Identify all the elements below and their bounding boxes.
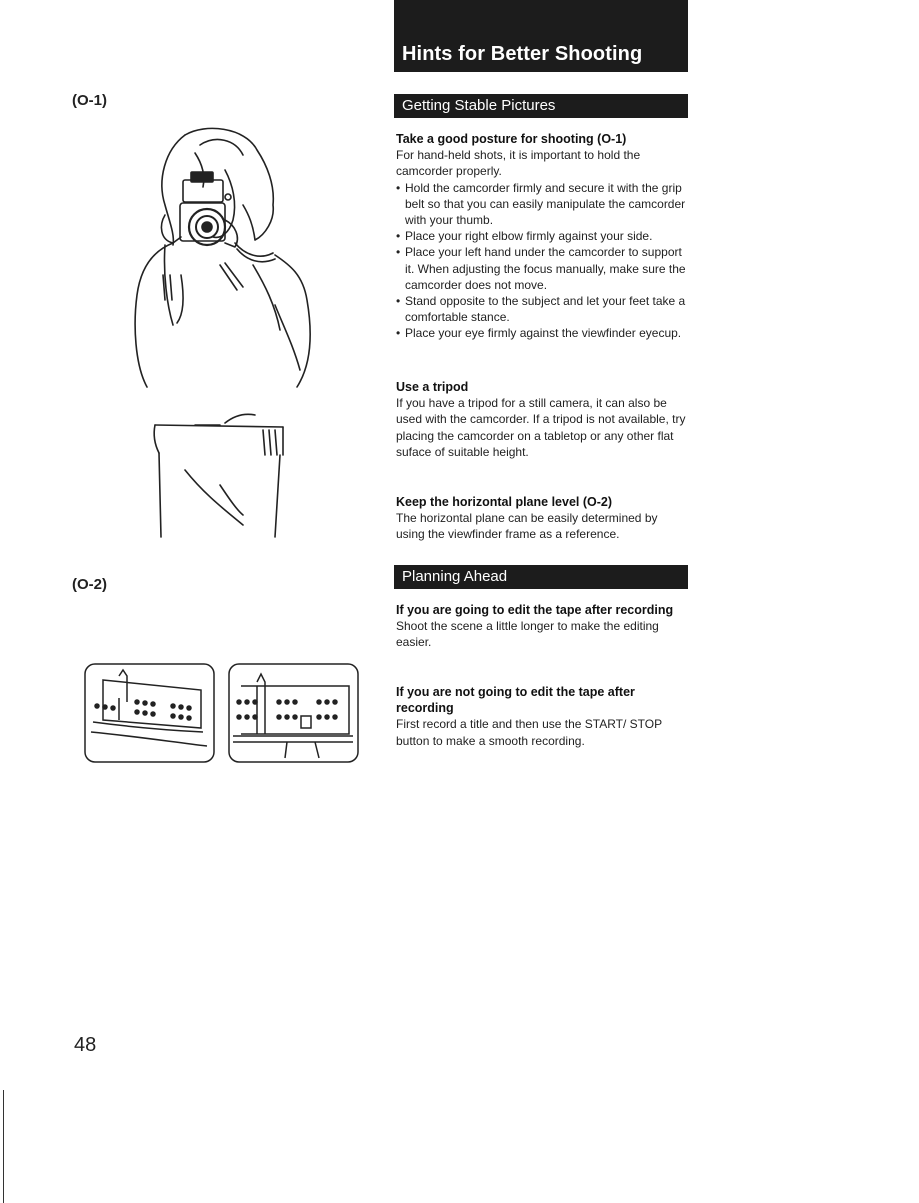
list-item: • Hold the camcorder firmly and secure it with the grip belt so that you can easily manipulate the camcorder with your thumb. <box>396 180 686 228</box>
edit-body: Shoot the scene a little longer to make the editing easier. <box>396 619 659 650</box>
edit-title: If you are going to edit the tape after recording <box>396 603 674 617</box>
list-item: • Stand opposite to the subject and let your feet take a comfortable stance. <box>396 294 686 325</box>
list-item: • Place your left hand under the camcorder to support it. When adjusting the focus manually, make sure the camcorder does not move. <box>396 245 686 292</box>
posture-illustration <box>125 125 325 545</box>
bullet-icon: • <box>396 326 401 341</box>
bullet-icon: • <box>396 229 401 244</box>
page-number: 48 <box>74 1034 97 1056</box>
list-item: • Place your eye firmly against the viewfinder eyecup. <box>396 326 682 341</box>
posture-block <box>396 131 688 342</box>
section-heading-planning: Planning Ahead <box>394 565 688 589</box>
bullet-icon: • <box>396 180 401 195</box>
edit-block <box>396 602 688 651</box>
no-edit-title: If you are not going to edit the tape after recording <box>396 685 635 716</box>
horizontal-block <box>396 494 688 543</box>
title-bar <box>394 0 688 72</box>
bullet-icon: • <box>396 245 401 260</box>
no-edit-body: First record a title and then use the START/ STOP button to make a smooth recording. <box>396 717 662 748</box>
figure-label-o2: (O-2) <box>72 576 107 593</box>
page-title: Hints for Better Shooting <box>402 43 643 65</box>
figure-label-o1: (O-1) <box>72 92 107 109</box>
posture-intro: For hand-held shots, it is important to hold the camcorder properly. <box>396 148 641 179</box>
posture-list <box>396 180 688 342</box>
horizontal-title: Keep the horizontal plane level (O-2) <box>396 495 613 509</box>
level-horizon-frame <box>227 662 360 764</box>
tripod-block <box>396 379 688 460</box>
no-edit-block <box>396 684 688 749</box>
section-heading-stable: Getting Stable Pictures <box>394 94 688 118</box>
scan-edge-left <box>3 1090 4 1203</box>
horizontal-body: The horizontal plane can be easily determined by using the viewfinder frame as a reference. <box>396 511 658 542</box>
posture-title: Take a good posture for shooting (O-1) <box>396 132 627 146</box>
list-item: • Place your right elbow firmly against your side. <box>396 229 653 244</box>
tilted-horizon-frame <box>83 662 216 764</box>
tripod-body: If you have a tripod for a still camera, it can also be used with the camcorder. If a tripod is not available, try placing the camcorder on a tabletop or any other flat suface of suitable height. <box>396 396 686 459</box>
tripod-title: Use a tripod <box>396 380 469 394</box>
bullet-icon: • <box>396 294 401 309</box>
